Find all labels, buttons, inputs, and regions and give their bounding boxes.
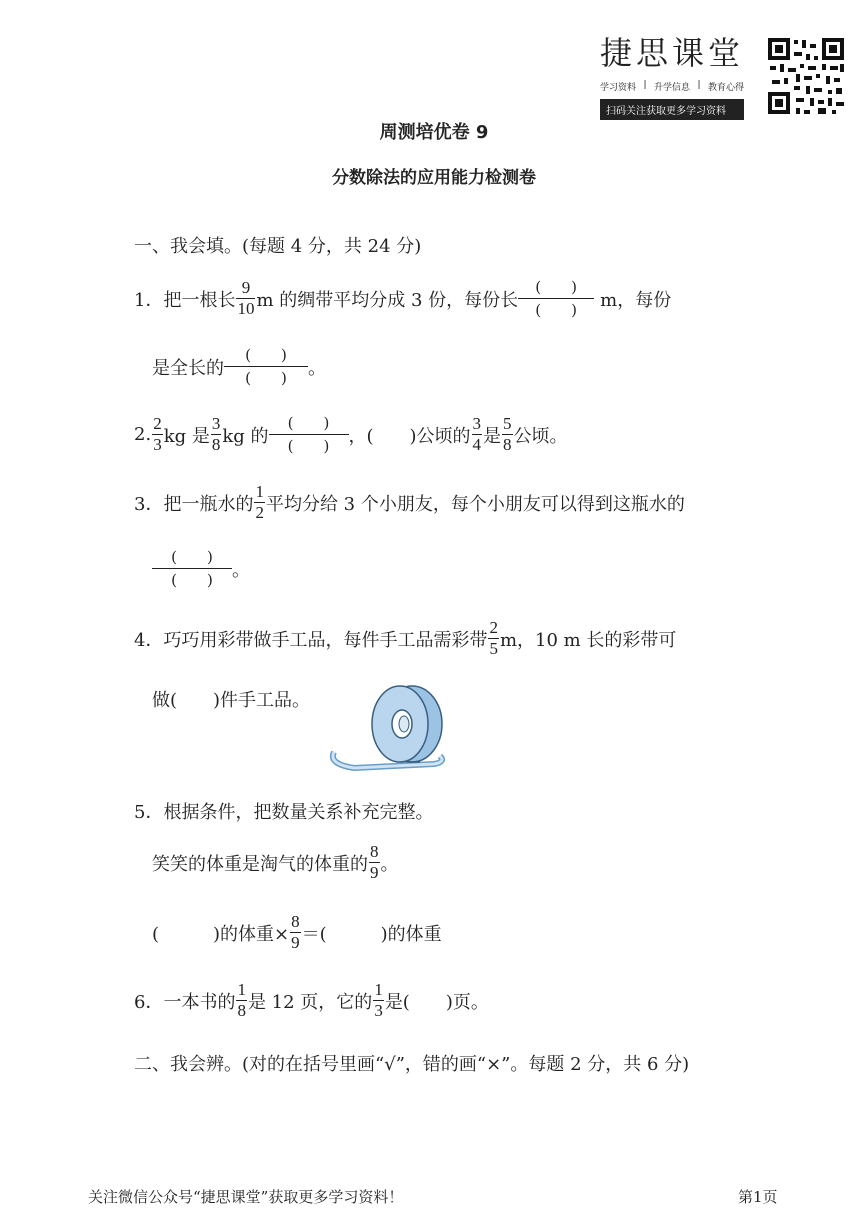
brand-tag: 教育心得 (707, 83, 744, 93)
answer-blank[interactable]: ( ) ( ) (269, 412, 349, 457)
fraction: $\frac{1}{8}$ (237, 980, 246, 1020)
question-4-cont: 做( )件手工品。 (152, 690, 311, 711)
section-heading: 二、我会辨。(对的在括号里画“√”，错的画“×”。每题 2 分，共 6 分) (134, 1054, 690, 1075)
brand-logo: 捷思课堂 学习资料 | 升学信息 | 教育心得 扫码关注获取更多学习资料 (600, 28, 750, 120)
question-4: 4．巧巧用彩带做手工品，每件手工品需彩带 $\frac{2}{5}$ m，10 m 长的彩带可 (134, 618, 677, 658)
fraction: $\frac{3}{4}$ (472, 414, 482, 454)
question-2: 2. $\frac{2}{3}$ kg 是 $\frac{3}{8}$ kg 的 ( ) ( ) ，( )公顷的 $\frac{3}{4}$ 是 $\frac{5}{8}$ 公顷。 (134, 414, 568, 455)
page-title: 周测培优卷 9 (379, 122, 489, 143)
fraction: $\frac{8}{9}$ (370, 842, 379, 882)
question-1-cont: 是全长的 ( ) ( ) 。 (152, 346, 326, 387)
brand-tag: 升学信息 (653, 83, 690, 93)
brand-banner: 扫码关注获取更多学习资料 (600, 99, 744, 120)
answer-blank[interactable]: ( ) ( ) (224, 344, 308, 389)
qr-code-icon (766, 36, 846, 116)
fraction: $\frac{3}{8}$ (211, 414, 221, 454)
question-3: 3．把一瓶水的 $\frac{1}{2}$ 平均分给 3 个小朋友，每个小朋友可以得到这瓶水的 (134, 482, 685, 522)
question-3-cont: ( ) ( ) 。 (152, 546, 250, 591)
fraction: $\frac{5}{8}$ (503, 414, 512, 454)
fraction: $\frac{1}{3}$ (374, 980, 383, 1020)
ribbon-roll-icon (324, 680, 464, 780)
question-1: 1．把一根长 $\frac{9}{10}$ m 的绸带平均分成 3 份，每份长 ( ) ( ) m，每份 (134, 278, 672, 319)
answer-blank[interactable]: ( ) ( ) (152, 546, 232, 591)
fraction: $\frac{1}{2}$ (255, 482, 264, 522)
section-heading: 一、我会填。(每题 4 分，共 24 分) (134, 236, 422, 257)
footer-note: 关注微信公众号“捷思课堂”获取更多学习资料！ (88, 1188, 404, 1206)
question-5-condition: 笑笑的体重是淘气的体重的 $\frac{8}{9}$ 。 (152, 842, 399, 882)
question-5-relation[interactable]: ( )的体重× $\frac{8}{9}$ ＝( )的体重 (152, 912, 442, 952)
brand-name: 捷思课堂 (600, 34, 745, 72)
question-5: 5．根据条件，把数量关系补充完整。 (134, 802, 434, 823)
fraction: $\frac{8}{9}$ (291, 912, 300, 952)
fraction: $\frac{2}{3}$ (153, 414, 162, 454)
answer-blank[interactable]: ( ) ( ) (518, 276, 594, 321)
brand-tag: 学习资料 (600, 83, 637, 93)
fraction: $\frac{9}{10}$ (237, 278, 255, 318)
question-6: 6．一本书的 $\frac{1}{8}$ 是 12 页，它的 $\frac{1}{3}$ 是( )页。 (134, 980, 489, 1020)
page-subtitle: 分数除法的应用能力检测卷 (332, 168, 536, 188)
page-number: 第1页 (738, 1188, 778, 1206)
fraction: $\frac{2}{5}$ (489, 618, 498, 658)
